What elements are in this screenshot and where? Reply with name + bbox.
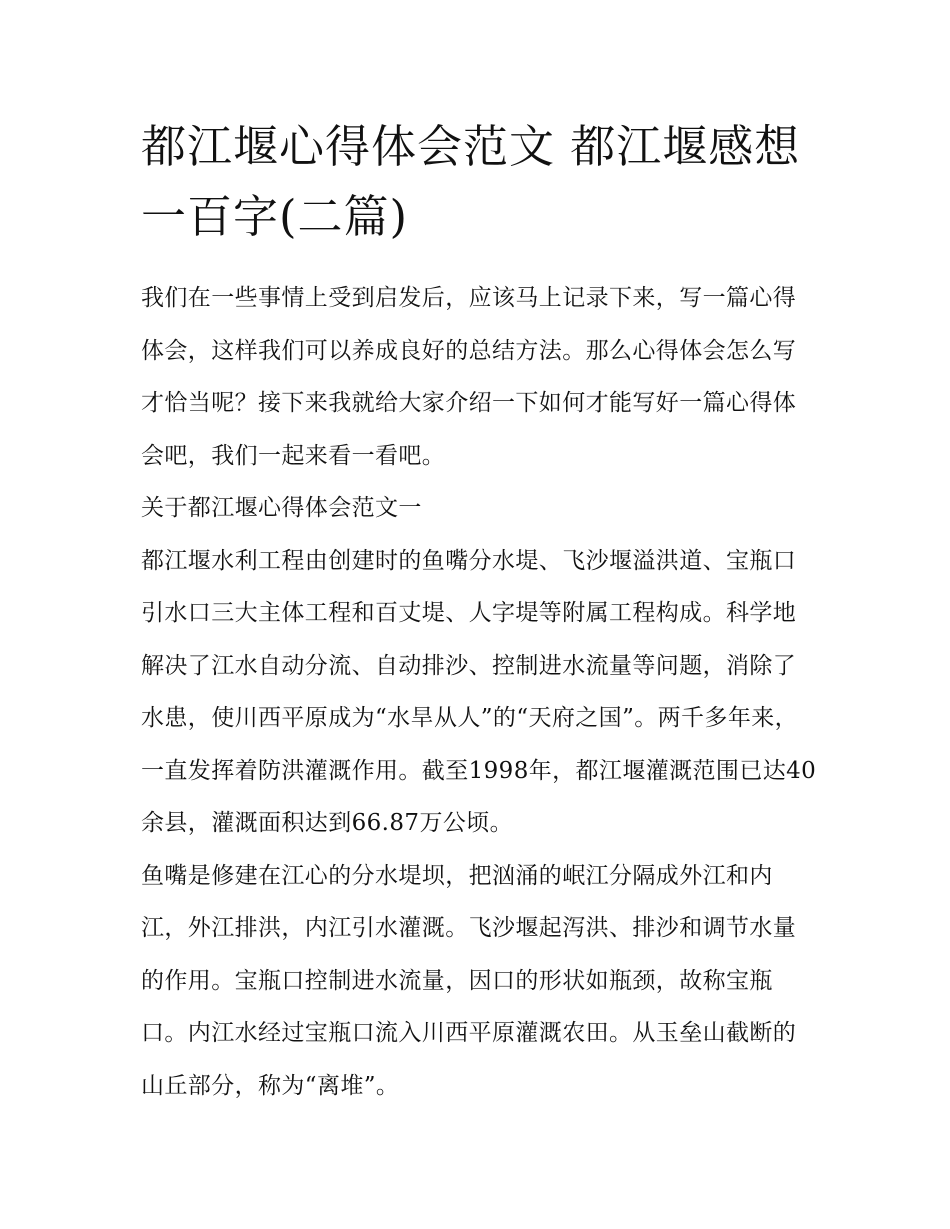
body-paragraph: 鱼嘴是修建在江心的分水堤坝，把汹涌的岷江分隔成外江和内江，外江排洪，内江引水灌溉。飞沙堰起泻洪、排沙和调节水量的作用。宝瓶口控制进水流量，因口的形状如瓶颈，故称宝瓶口。内江水经过宝瓶口流入川西平原灌溉农田。从玉垒山截断的山丘部分，称为“离堆”。: [141, 862, 797, 1099]
document-page: [141, 112, 817, 1112]
intro-paragraph: 我们在一些事情上受到启发后，应该马上记录下来，写一篇心得体会，这样我们可以养成良好的总结方法。那么心得体会怎么写才恰当呢？接下来我就给大家介绍一下如何才能写好一篇心得体会吧，我们一起来看一看吧。: [141, 285, 797, 469]
document-body: [141, 272, 817, 1112]
body-paragraph: 都江堰水利工程由创建时的鱼嘴分水堤、飞沙堰溢洪道、宝瓶口引水口三大主体工程和百丈堤、人字堤等附属工程构成。科学地解决了江水自动分流、自动排沙、控制进水流量等问题，消除了水患，使川西平原成为“水旱从人”的“天府之国”。两千多年来，一直发挥着防洪灌溉作用。截至1998年，都江堰灌溉范围已达40余县，灌溉面积达到66.87万公顷。: [141, 547, 817, 836]
section-heading: 关于都江堰心得体会范文一: [141, 495, 422, 521]
document-title: 都江堰心得体会范文 都江堰感想一百字(二篇): [141, 120, 801, 243]
